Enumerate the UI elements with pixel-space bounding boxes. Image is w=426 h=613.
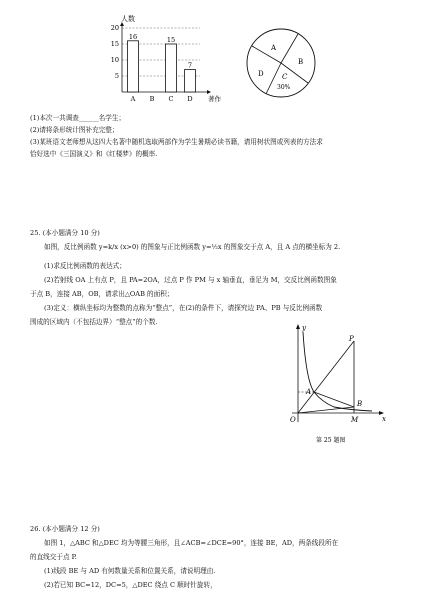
x-category-label: B — [149, 95, 155, 103]
q26-p1a: 如图 1，△ABC 和△DEC 均为等腰三角形，且∠ACB=∠DCE=90°，连接 BE，AD，两条线段所在 — [44, 539, 339, 547]
fig-label-p: P — [349, 335, 354, 343]
pie-chart — [238, 22, 324, 104]
fig-label-x: x — [382, 415, 386, 423]
pie-slice-a: A — [271, 44, 277, 52]
bar-data-label: 15 — [166, 36, 176, 44]
pie-slice-b: B — [298, 58, 304, 66]
fig-caption: 第 25 题图 — [316, 437, 346, 444]
q24-line1: (1)本次一共调查______名学生； — [30, 114, 126, 122]
pie-slice-c-percent: 30% — [277, 84, 291, 91]
bar-d — [185, 70, 196, 92]
bar-c — [166, 44, 177, 92]
pie-slice-c: C — [282, 73, 288, 81]
bar-chart-xlabel: 著作 — [208, 95, 221, 103]
q26-heading: 26. (本小题满分 12 分) — [30, 525, 100, 533]
fig-label-m: M — [351, 416, 359, 424]
q25-p4a: (3)定义：横纵坐标均为整数的点称为“整点”，在(2)的条件下，请探究边 PA、PB 与反比例函数 — [44, 304, 323, 312]
q24-line3: (3)某班语文老师想从这四大名著中随机选取两部作为学生暑期必读书籍，请用树状图或列表的方法求 — [30, 138, 323, 146]
y-tick-label: 15 — [110, 40, 119, 49]
bar-chart — [100, 10, 225, 110]
x-category-label: A — [130, 95, 136, 103]
y-tick-label: 10 — [110, 56, 119, 65]
pie-slice-d: D — [258, 70, 264, 78]
fig-label-a: A — [306, 388, 312, 396]
q26-p2: (1)线段 BE 与 AD 有何数量关系和位置关系，请说明理由. — [44, 567, 216, 575]
q25-p2: (1)求反比例函数的表达式； — [44, 262, 126, 270]
x-category-label: D — [187, 95, 193, 103]
q24-line2: (2)请将条形统计图补充完整； — [30, 126, 119, 134]
bar-data-label: 7 — [187, 61, 193, 70]
q24-line4: 恰好选中《三国演义》和《红楼梦》的概率. — [30, 150, 158, 158]
q26-p3: (2)若已知 BC=12，DC=5，△DEC 绕点 C 顺时针旋转， — [44, 581, 217, 589]
y-tick-label: 20 — [110, 24, 119, 33]
q25-heading: 25. (本小题满分 10 分) — [30, 229, 100, 237]
q25-figure — [278, 320, 393, 448]
fig-label-y: y — [302, 324, 306, 332]
fig-label-b: B — [357, 400, 363, 408]
q25-p3a: (2)若射线 OA 上有点 P，且 PA=2OA，过点 P 作 PM 与 x 轴垂直，垂足为 M，交反比例函数图象 — [44, 276, 337, 284]
q25-p1: 如图，反比例函数 y=k/x (x>0) 的图象与正比例函数 y=½x 的图象交于点 A，且 A 点的横坐标为 2. — [44, 243, 341, 251]
q25-p3b: 于点 B，连接 AB，OB，请求出△OAB 的面积； — [30, 290, 174, 298]
bar-chart-ylabel: 人数 — [121, 15, 135, 23]
bar-a — [128, 41, 139, 92]
bar-data-label: 16 — [128, 32, 138, 41]
q26-p1b: 的直线交于点 P. — [30, 553, 77, 561]
q25-p4b: 围成的区域内（不包括边界）“整点”的个数. — [30, 318, 158, 326]
y-tick-label: 5 — [114, 72, 119, 81]
fig-label-o: O — [290, 416, 296, 424]
x-category-label: C — [168, 95, 174, 103]
